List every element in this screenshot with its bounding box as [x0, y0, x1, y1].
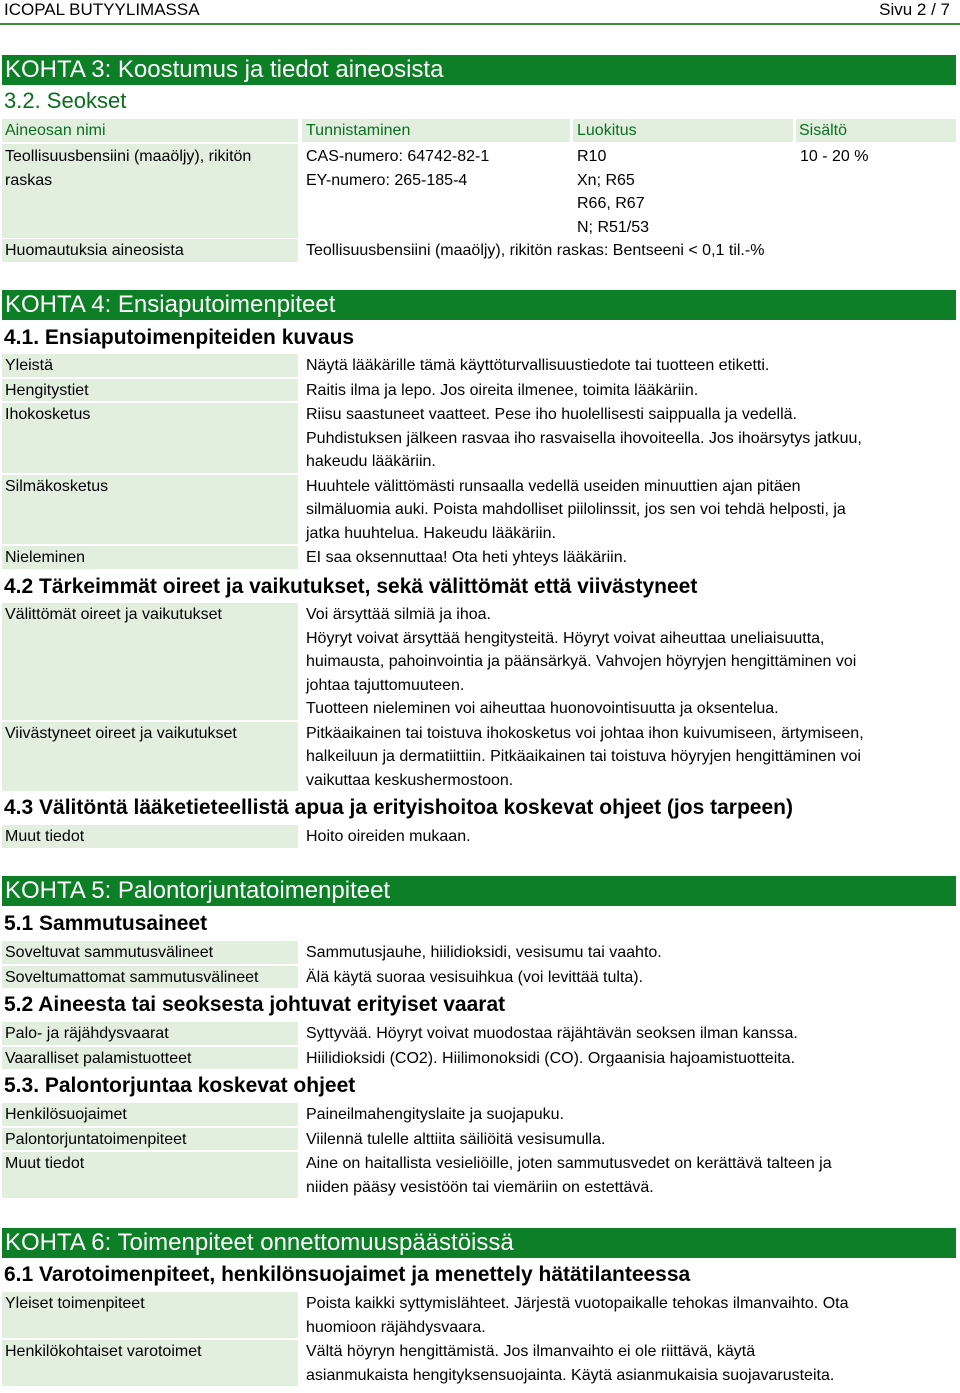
- section-3-title: KOHTA 3: Koostumus ja tiedot aineosista: [2, 55, 956, 85]
- document-title: ICOPAL BUTYYLIMASSA: [4, 0, 200, 19]
- column-header-content: Sisältö: [796, 119, 956, 142]
- classification-line: R66, R67: [577, 195, 645, 212]
- symptoms-text-line: Höyryt voivat ärsyttää hengitysteitä. Höyryt voivat aiheuttaa uneliaisuutta,: [306, 629, 825, 647]
- extinguishing-text-line: Älä käytä suoraa vesisuihkua (voi levittää tulta).: [306, 968, 644, 986]
- extinguishing-text-line: Sammutusjauhe, hiilidioksidi, vesisumu tai vaahto.: [306, 944, 662, 961]
- firefighting-text-line: Viilennä tulelle alttiita säiliöitä vesisumulla.: [306, 1130, 606, 1148]
- first-aid-text-line: Huuhtele välittömästi runsaalla vedellä useiden minuuttien ajan pitäen: [306, 477, 801, 495]
- classification-line: R10: [577, 148, 607, 165]
- first-aid-label: Nieleminen: [2, 546, 298, 569]
- component-name-line: raskas: [5, 171, 53, 189]
- medical-advice-text-line: Hoito oireiden mukaan.: [306, 828, 471, 845]
- cas-number: CAS-numero: 64742-82-1: [306, 148, 490, 165]
- special-hazards-text-line: Hiilidioksidi (CO2). Hiilimonoksidi (CO). Orgaanisia hajoamistuotteita.: [306, 1049, 796, 1067]
- column-header-identification: Tunnistaminen: [302, 119, 570, 142]
- section-5-2-heading: 5.2 Aineesta tai seoksesta johtuvat erityiset vaarat: [4, 993, 506, 1016]
- symptoms-text-line: halkeiluun ja dermatiittiin. Pitkäaikainen tai toistuva höyryjen hengittäminen voi: [306, 748, 861, 765]
- first-aid-label: Yleistä: [2, 354, 298, 377]
- firefighting-label: Palontorjuntatoimenpiteet: [2, 1128, 298, 1151]
- first-aid-text-line: EI saa oksennuttaa! Ota heti yhteys lääkäriin.: [306, 549, 628, 566]
- medical-advice-label: Muut tiedot: [2, 825, 298, 848]
- page-number: Sivu 2 / 7: [879, 0, 950, 19]
- first-aid-label: Hengitystiet: [2, 379, 298, 402]
- precautions-text-line: asianmukaista hengityksensuojainta. Käytä asianmukaisia suojavarusteita.: [306, 1366, 835, 1384]
- special-hazards-label: Palo- ja räjähdysvaarat: [2, 1022, 298, 1045]
- symptoms-text-line: Pitkäaikainen tai toistuva ihokosketus voi johtaa ihon kuivumiseen, ärtymiseen,: [306, 724, 864, 742]
- section-4-1-heading: 4.1. Ensiaputoimenpiteiden kuvaus: [4, 326, 355, 349]
- section-5-1-heading: 5.1 Sammutusaineet: [4, 912, 208, 935]
- precautions-label: Henkilökohtaiset varotoimet: [2, 1340, 298, 1386]
- section-4-3-heading: 4.3 Välitöntä lääketieteellistä apua ja erityishoitoa koskevat ohjeet (jos tarpeen): [4, 796, 793, 819]
- first-aid-text-line: silmäluomia auki. Poista mahdolliset piilolinssit, jos sen voi tehdä helposti, ja: [306, 501, 846, 518]
- column-header-classification: Luokitus: [573, 119, 793, 142]
- classification-line: N; R51/53: [577, 218, 650, 236]
- section-3-2-heading: 3.2. Seokset: [4, 88, 127, 113]
- precautions-label: Yleiset toimenpiteet: [2, 1292, 298, 1338]
- special-hazards-label: Vaaralliset palamistuotteet: [2, 1047, 298, 1070]
- header-divider: [0, 23, 960, 25]
- firefighting-label: Henkilösuojaimet: [2, 1103, 298, 1126]
- first-aid-text-line: Näytä lääkärille tämä käyttöturvallisuustiedote tai tuotteen etiketti.: [306, 357, 770, 374]
- symptoms-text-line: vaikuttaa keskushermostoon.: [306, 771, 514, 789]
- section-5-3-heading: 5.3. Palontorjuntaa koskevat ohjeet: [4, 1074, 356, 1097]
- section-4-2-heading: 4.2 Tärkeimmät oireet ja vaikutukset, sekä välittömät että viivästyneet: [4, 575, 698, 598]
- section-6-title: KOHTA 6: Toimenpiteet onnettomuuspäästöissä: [2, 1228, 956, 1258]
- precautions-text-line: huomioon räjähdysvaara.: [306, 1318, 486, 1336]
- first-aid-label: Ihokosketus: [2, 403, 298, 473]
- component-name-line: Teollisuusbensiini (maaöljy), rikitön: [5, 148, 252, 165]
- first-aid-text-line: Puhdistuksen jälkeen rasvaa iho rasvaisella ihovoiteella. Jos ihoärsytys jatkuu,: [306, 429, 862, 447]
- firefighting-text-line: Paineilmahengityslaite ja suojapuku.: [306, 1106, 564, 1123]
- section-4-title: KOHTA 4: Ensiaputoimenpiteet: [2, 290, 956, 320]
- precautions-text-line: Poista kaikki syttymislähteet. Järjestä vuotopaikalle tehokas ilmanvaihto. Ota: [306, 1295, 849, 1312]
- section-5-title: KOHTA 5: Palontorjuntatoimenpiteet: [2, 876, 956, 906]
- first-aid-text-line: hakeudu lääkäriin.: [306, 453, 436, 470]
- symptoms-text-line: Tuotteen nieleminen voi aiheuttaa huonovointisuutta ja oksentelua.: [306, 700, 779, 717]
- table-row: [0, 143, 960, 239]
- symptoms-label: Välittömät oireet ja vaikutukset: [2, 603, 298, 720]
- precautions-text-line: Vältä höyryn hengittämistä. Jos ilmanvaihto ei ole riittävä, käytä: [306, 1343, 756, 1360]
- extinguishing-label: Soveltuvat sammutusvälineet: [2, 941, 298, 964]
- symptoms-text-line: huimausta, pahoinvointia ja päänsärkyä. Vahvojen höyryjen hengittäminen voi: [306, 653, 857, 670]
- first-aid-text-line: Riisu saastuneet vaatteet. Pese iho huolellisesti saippualla ja vedellä.: [306, 406, 797, 423]
- firefighting-text-line: niiden pääsy vesistöön tai viemäriin on estettävä.: [306, 1178, 654, 1196]
- first-aid-label: Silmäkosketus: [2, 475, 298, 545]
- first-aid-text-line: jatka huuhtelua. Hakeudu lääkäriin.: [306, 524, 556, 542]
- symptoms-label: Viivästyneet oireet ja vaikutukset: [2, 722, 298, 792]
- composition-table-header: [0, 118, 960, 143]
- first-aid-text-line: Raitis ilma ja lepo. Jos oireita ilmenee, toimita lääkäriin.: [306, 381, 699, 399]
- component-note-label: Huomautuksia aineosista: [2, 239, 298, 262]
- classification-line: Xn; R65: [577, 171, 635, 189]
- symptoms-text-line: Voi ärsyttää silmiä ja ihoa.: [306, 606, 491, 623]
- extinguishing-label: Soveltumattomat sammutusvälineet: [2, 966, 298, 989]
- ec-number: EY-numero: 265-185-4: [306, 171, 468, 189]
- firefighting-text-line: Aine on haitallista vesieliöille, joten sammutusvedet on kerättävä talteen ja: [306, 1155, 832, 1172]
- column-header-name: Aineosan nimi: [2, 119, 298, 142]
- symptoms-text-line: johtaa tajuttomuuteen.: [306, 676, 465, 694]
- component-note-text: Teollisuusbensiini (maaöljy), rikitön raskas: Bentseeni < 0,1 til.-%: [306, 242, 765, 259]
- content-percent: 10 - 20 %: [800, 148, 869, 165]
- firefighting-label: Muut tiedot: [2, 1152, 298, 1198]
- section-6-1-heading: 6.1 Varotoimenpiteet, henkilönsuojaimet ja menettely hätätilanteessa: [4, 1263, 691, 1286]
- special-hazards-text-line: Syttyvää. Höyryt voivat muodostaa räjähtävän seoksen ilman kanssa.: [306, 1025, 798, 1042]
